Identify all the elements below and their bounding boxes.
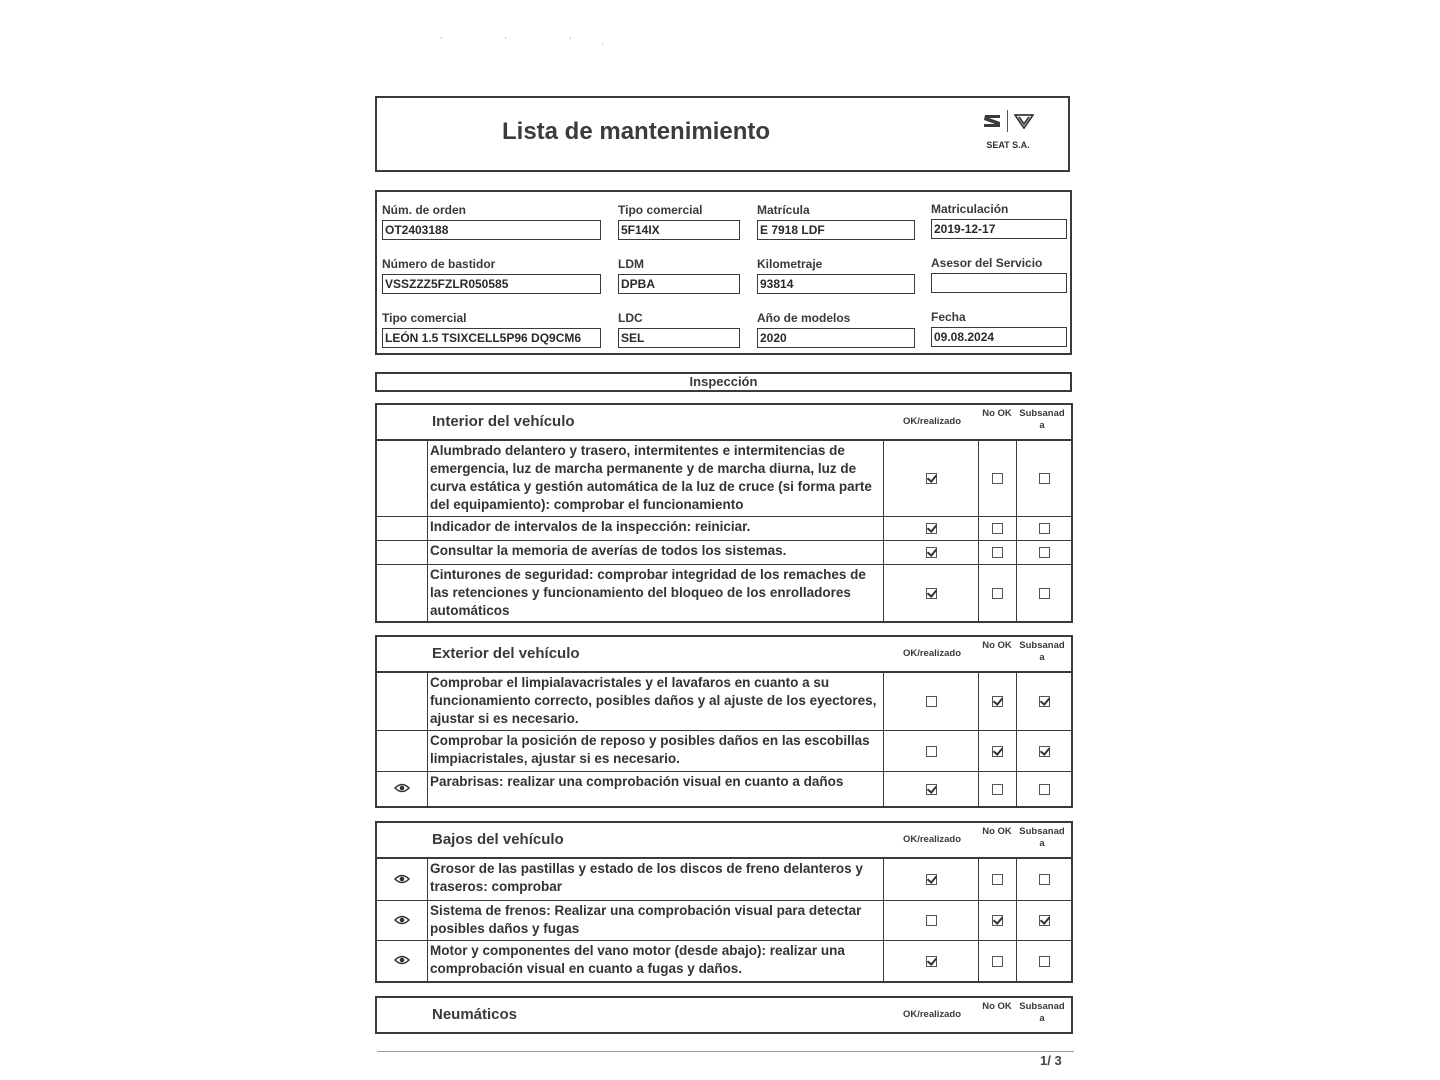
nok-cell — [979, 517, 1017, 540]
col-nok-header: No OK — [982, 640, 1012, 651]
row-text: Consultar la memoria de averías de todos los sistemas. — [428, 541, 884, 564]
nok-cell — [979, 541, 1017, 564]
section-0 — [375, 403, 1073, 623]
sub-cell — [1017, 565, 1072, 621]
seat-logo — [978, 110, 1038, 160]
scan-marks: ' ' '. — [440, 36, 635, 47]
registration-date-value: 2019-12-17 — [931, 219, 1067, 239]
row-icon-cell — [377, 731, 428, 771]
eye-icon — [394, 871, 410, 889]
row-icon-cell — [377, 673, 428, 730]
checklist-row — [377, 730, 1071, 771]
row-text: Cinturones de seguridad: comprobar integridad de los remaches de las retenciones y funcionamiento del bloqueo de los enrolladores automáticos — [428, 565, 884, 621]
ok-checkbox[interactable] — [926, 784, 937, 795]
ok-checkbox[interactable] — [926, 874, 937, 885]
cupra-icon — [1014, 113, 1034, 129]
service-advisor-field: Asesor del Servicio — [931, 255, 1067, 293]
row-icon-cell — [377, 517, 428, 540]
sub-checkbox[interactable] — [1039, 523, 1050, 534]
date-value: 09.08.2024 — [931, 327, 1067, 347]
checklist-row — [377, 516, 1071, 540]
mileage-value: 93814 — [757, 274, 915, 294]
ok-cell — [884, 772, 979, 806]
ok-cell — [884, 859, 979, 900]
sub-cell — [1017, 731, 1072, 771]
nok-checkbox[interactable] — [992, 473, 1003, 484]
row-text: Comprobar la posición de reposo y posibles daños en las escobillas limpiacristales, ajustar si es necesario. — [428, 731, 884, 771]
sub-checkbox[interactable] — [1039, 696, 1050, 707]
checklist-row — [377, 771, 1071, 806]
ok-checkbox[interactable] — [926, 956, 937, 967]
sub-checkbox[interactable] — [1039, 547, 1050, 558]
row-text: Sistema de frenos: Realizar una comprobación visual para detectar posibles daños y fugas — [428, 901, 884, 940]
ldm-field: LDM DPBA — [618, 256, 740, 294]
order-number-value: OT2403188 — [382, 220, 601, 240]
nok-checkbox[interactable] — [992, 696, 1003, 707]
vehicle-info-box — [375, 190, 1072, 355]
row-text: Grosor de las pastillas y estado de los discos de freno delanteros y traseros: comprobar — [428, 859, 884, 900]
nok-cell — [979, 673, 1017, 730]
mileage-field: Kilometraje 93814 — [757, 256, 915, 294]
ok-checkbox[interactable] — [926, 588, 937, 599]
sub-checkbox[interactable] — [1039, 874, 1050, 885]
seat-s-icon — [983, 114, 1001, 128]
nok-checkbox[interactable] — [992, 588, 1003, 599]
section-title: Neumáticos — [432, 1006, 518, 1023]
ok-cell — [884, 441, 979, 516]
row-icon-cell — [377, 901, 428, 940]
ok-checkbox[interactable] — [926, 915, 937, 926]
ok-cell — [884, 673, 979, 730]
order-number-field: Núm. de orden OT2403188 — [382, 202, 601, 240]
ok-checkbox[interactable] — [926, 547, 937, 558]
row-text: Motor y componentes del vano motor (desde abajo): realizar una comprobación visual en cuanto a fugas y daños. — [428, 941, 884, 981]
nok-checkbox[interactable] — [992, 523, 1003, 534]
sub-cell — [1017, 901, 1072, 940]
col-sub-header: Subsanad a — [1019, 826, 1065, 849]
nok-cell — [979, 772, 1017, 806]
sub-checkbox[interactable] — [1039, 915, 1050, 926]
sub-cell — [1017, 772, 1072, 806]
col-sub-header: Subsanad a — [1019, 408, 1065, 431]
model-year-value: 2020 — [757, 328, 915, 348]
registration-date-field: Matriculación 2019-12-17 — [931, 201, 1067, 239]
sub-cell — [1017, 859, 1072, 900]
sub-cell — [1017, 541, 1072, 564]
commercial-type-field: Tipo comercial 5F14IX — [618, 202, 740, 240]
nok-cell — [979, 441, 1017, 516]
nok-checkbox[interactable] — [992, 547, 1003, 558]
nok-cell — [979, 901, 1017, 940]
ok-checkbox[interactable] — [926, 746, 937, 757]
ldm-value: DPBA — [618, 274, 740, 294]
row-icon-cell — [377, 772, 428, 806]
row-icon-cell — [377, 859, 428, 900]
checklist-row — [377, 900, 1071, 940]
ok-checkbox[interactable] — [926, 523, 937, 534]
ok-cell — [884, 565, 979, 621]
checklist-row — [377, 564, 1071, 621]
ok-cell — [884, 541, 979, 564]
footer-divider — [377, 1051, 1074, 1052]
row-text: Comprobar el limpialavacristales y el lavafaros en cuanto a su funcionamiento correcto, posibles daños y al ajuste de los eyectores, ajustar si es necesario. — [428, 673, 884, 730]
service-advisor-value — [931, 273, 1067, 293]
vin-value: VSSZZZ5FZLR050585 — [382, 274, 601, 294]
section-title: Bajos del vehículo — [432, 831, 564, 848]
checklist-row — [377, 673, 1071, 730]
nok-checkbox[interactable] — [992, 746, 1003, 757]
sub-cell — [1017, 517, 1072, 540]
eye-icon — [394, 780, 410, 798]
row-text: Parabrisas: realizar una comprobación visual en cuanto a daños — [428, 772, 884, 806]
col-nok-header: No OK — [982, 1001, 1012, 1012]
commercial-type-full-field: Tipo comercial LEÓN 1.5 TSIXCELL5P96 DQ9CM6 — [382, 310, 601, 348]
col-nok-header: No OK — [982, 408, 1012, 419]
section-header — [377, 405, 1071, 441]
date-field: Fecha 09.08.2024 — [931, 309, 1067, 347]
checklist-row — [377, 940, 1071, 981]
commercial-type-value: 5F14IX — [618, 220, 740, 240]
model-year-field: Año de modelos 2020 — [757, 310, 915, 348]
row-text: Alumbrado delantero y trasero, intermitentes e intermitencias de emergencia, luz de marcha permanente y de marcha diurna, luz de curva estática y gestión automática de la luz de cruce (si forma parte del equipamiento): comprobar el funcionamiento — [428, 441, 884, 516]
sub-checkbox[interactable] — [1039, 588, 1050, 599]
col-ok-header: OK/realizado — [902, 648, 962, 659]
col-ok-header: OK/realizado — [902, 1009, 962, 1020]
eye-icon — [394, 912, 410, 930]
nok-checkbox[interactable] — [992, 915, 1003, 926]
plate-value: E 7918 LDF — [757, 220, 915, 240]
col-ok-header: OK/realizado — [902, 834, 962, 845]
section-header — [377, 823, 1071, 859]
sub-checkbox[interactable] — [1039, 784, 1050, 795]
nok-checkbox[interactable] — [992, 956, 1003, 967]
ok-cell — [884, 941, 979, 981]
sub-cell — [1017, 673, 1072, 730]
brand-caption: SEAT S.A. — [986, 140, 1030, 150]
section-header — [377, 998, 1071, 1032]
plate-field: Matrícula E 7918 LDF — [757, 202, 915, 240]
row-icon-cell — [377, 565, 428, 621]
ok-cell — [884, 901, 979, 940]
title-box — [375, 96, 1070, 172]
col-nok-header: No OK — [982, 826, 1012, 837]
col-sub-header: Subsanad a — [1019, 1001, 1065, 1024]
ok-cell — [884, 731, 979, 771]
checklist-row — [377, 540, 1071, 564]
checklist-row — [377, 859, 1071, 900]
section-3 — [375, 996, 1073, 1034]
ldc-value: SEL — [618, 328, 740, 348]
nok-cell — [979, 941, 1017, 981]
ok-checkbox[interactable] — [926, 473, 937, 484]
ok-checkbox[interactable] — [926, 696, 937, 707]
nok-cell — [979, 859, 1017, 900]
section-1 — [375, 635, 1073, 808]
checklist-row — [377, 441, 1071, 516]
ldc-field: LDC SEL — [618, 310, 740, 348]
sub-cell — [1017, 941, 1072, 981]
sub-cell — [1017, 441, 1072, 516]
sub-checkbox[interactable] — [1039, 473, 1050, 484]
nok-checkbox[interactable] — [992, 784, 1003, 795]
nok-cell — [979, 731, 1017, 771]
section-title: Interior del vehículo — [432, 413, 575, 430]
eye-icon — [394, 952, 410, 970]
page-title: Lista de mantenimiento — [502, 118, 771, 145]
ok-cell — [884, 517, 979, 540]
page-number: 1/ 3 — [1040, 1053, 1062, 1068]
row-text: Indicador de intervalos de la inspección: reiniciar. — [428, 517, 884, 540]
row-icon-cell — [377, 941, 428, 981]
col-ok-header: OK/realizado — [902, 416, 962, 427]
nok-cell — [979, 565, 1017, 621]
section-2 — [375, 821, 1073, 983]
section-title: Exterior del vehículo — [432, 645, 580, 662]
sub-checkbox[interactable] — [1039, 746, 1050, 757]
row-icon-cell — [377, 441, 428, 516]
section-header — [377, 637, 1071, 673]
nok-checkbox[interactable] — [992, 874, 1003, 885]
row-icon-cell — [377, 541, 428, 564]
col-sub-header: Subsanad a — [1019, 640, 1065, 663]
sub-checkbox[interactable] — [1039, 956, 1050, 967]
vin-field: Número de bastidor VSSZZZ5FZLR050585 — [382, 256, 601, 294]
inspection-header: Inspección — [375, 372, 1072, 392]
commercial-type-full-value: LEÓN 1.5 TSIXCELL5P96 DQ9CM6 — [382, 328, 601, 348]
